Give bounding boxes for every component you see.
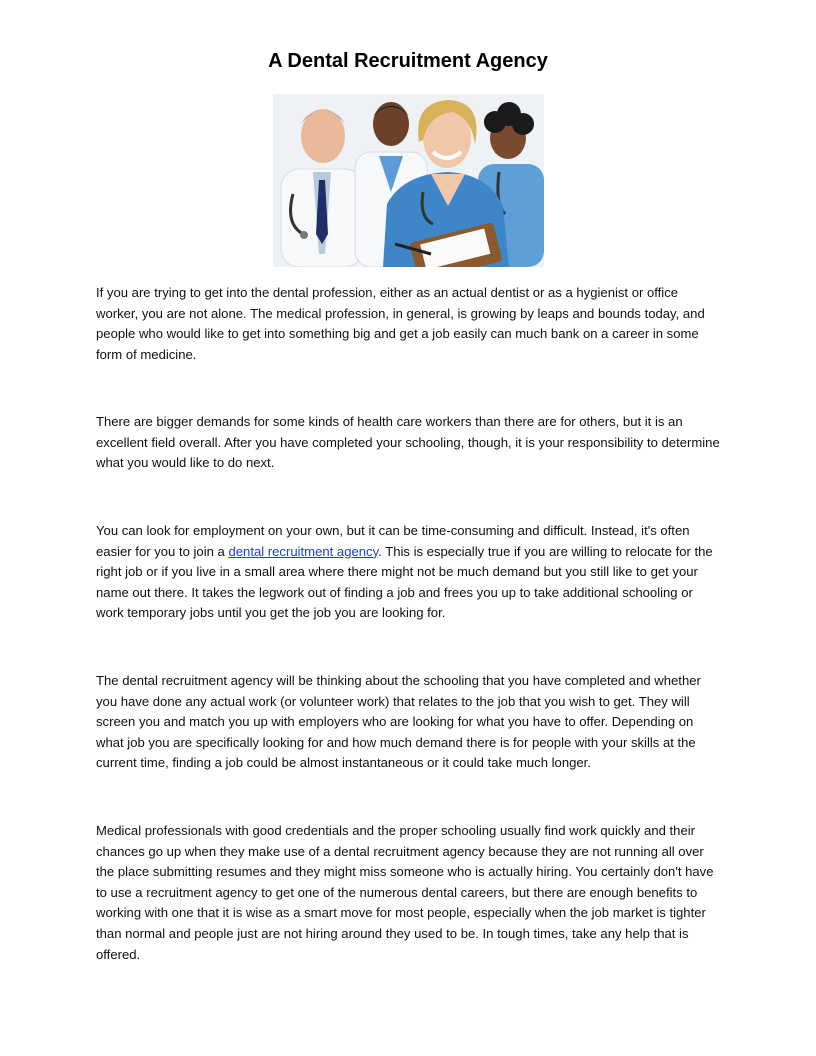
paragraph-3 (96, 521, 722, 624)
paragraph-3-before: You can look for employment on your own, but it can be time-consuming and difficult. Instead, it's often easier for you to join a (96, 523, 690, 559)
paragraph-5: Medical professionals with good credentials and the proper schooling usually find work quickly and their chances go up when they make use of a dental recruitment agency because they are not running all over the place submitting resumes and they might miss someone who is actually hiring. You certainly don't have to use a recruitment agency to get one of the numerous dental careers, but there are enough benefits to working with one that it is wise as a smart move for most people, especially when the job market is tighter than normal and people just are not hiring around they used to be. In tough times, take any help that is offered. (96, 823, 714, 962)
dental-recruitment-agency-link[interactable]: dental recruitment agency (228, 543, 379, 559)
paragraph-2: There are bigger demands for some kinds of health care workers than there are for others, but it is an excellent field overall. After you have completed your schooling, though, it is your responsibility to determine what you would like to do next. (96, 414, 720, 471)
paragraph-3-after: . This is especially true if you are willing to relocate for the right job or if you live in a small area where there might not be much demand but you still like to get your name out there. It takes the legwork out of finding a job and frees you up to take additional schooling or work temporary jobs until you get the job you are looking for. (96, 543, 713, 621)
paragraph-1: If you are trying to get into the dental profession, either as an actual dentist or as a hygienist or office worker, you are not alone. The medical profession, in general, is growing by leaps and bounds today, and people who would like to get into something big and get a job easily can much bank on a career in some form of medicine. (96, 285, 705, 362)
paragraph-4: The dental recruitment agency will be thinking about the schooling that you have completed and whether you have done any actual work (or volunteer work) that relates to the job that you wish to get. They will screen you and match you up with employers who are looking for what you have to offer. Depending on what job you are specifically looking for and how much demand there is for people with your skills at the current time, finding a job could be almost instantaneous or it could take much longer. (96, 673, 701, 771)
medical-team-photo (273, 94, 544, 267)
document-title: A Dental Recruitment Agency (268, 50, 548, 72)
